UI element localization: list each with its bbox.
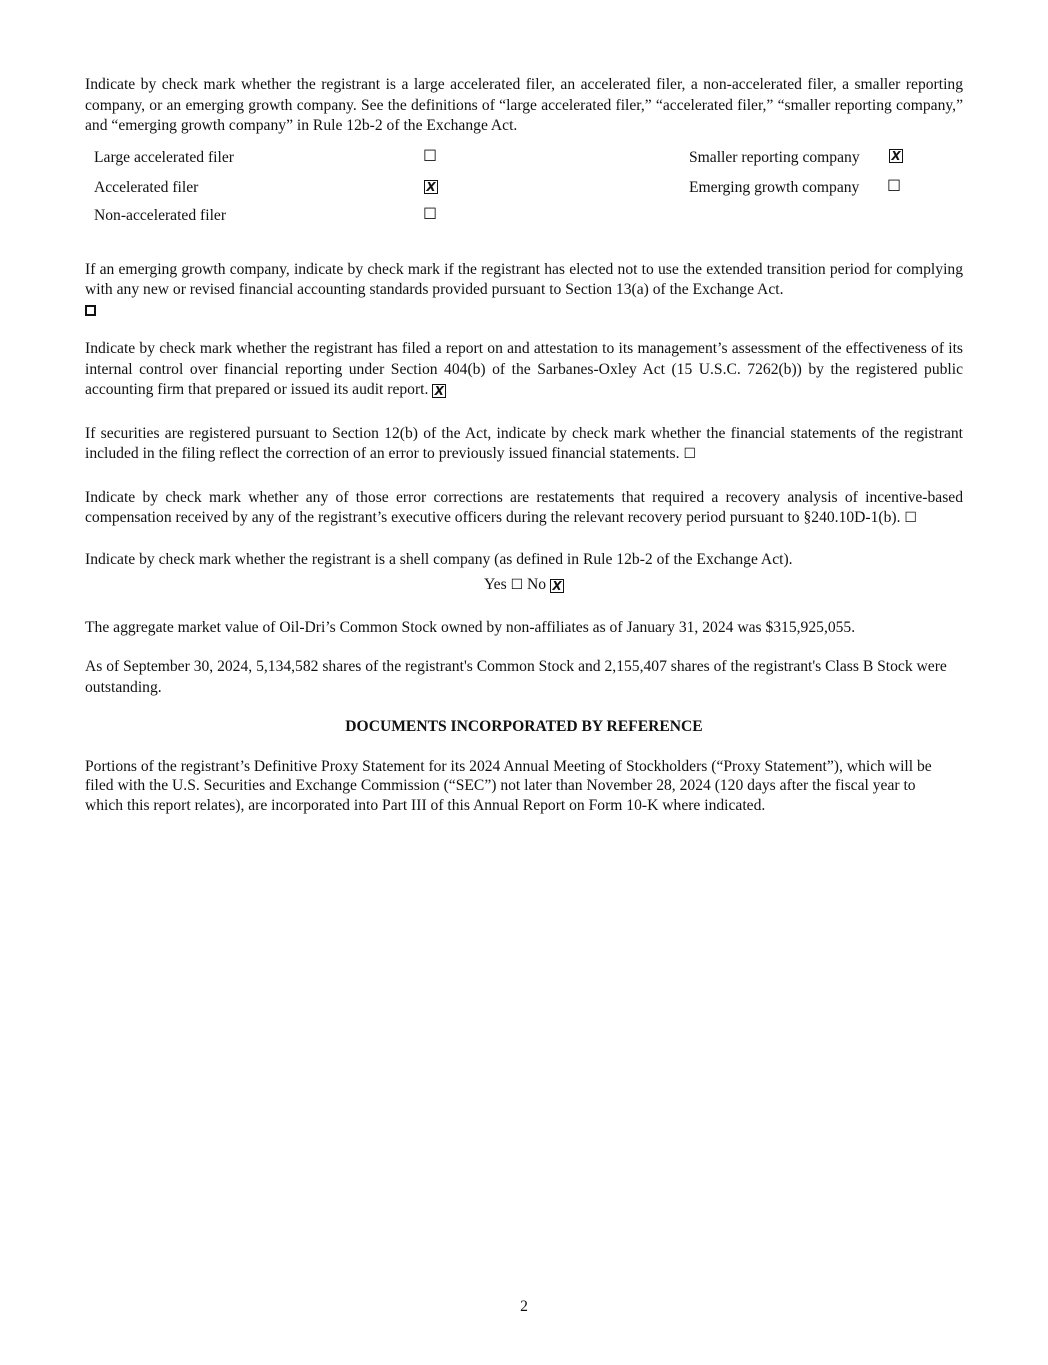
recovery-analysis-text: Indicate by check mark whether any of those error corrections are restatements that required a recovery analysis of incentive-based compensation received by any of the registrant’s executive officers during the relevant recovery period pursuant to §240.10D-1(b).: [85, 488, 963, 526]
emerging-growth-election: [85, 260, 963, 322]
shares-outstanding: As of September 30, 2024, 5,134,582 shares of the registrant's Common Stock and 2,155,407 shares of the registrant's Class B Stock were outstanding.: [85, 658, 947, 696]
section-12b-correction-checkbox[interactable]: ☐: [683, 446, 696, 462]
accelerated-filer-label: Accelerated filer: [94, 178, 199, 196]
aggregate-market-value: The aggregate market value of Oil-Dri’s Common Stock owned by non-affiliates as of January 31, 2024 was $315,925,055.: [85, 618, 856, 636]
large-accelerated-filer-label: Large accelerated filer: [94, 148, 234, 166]
shell-yes-checkbox[interactable]: ☐: [510, 577, 524, 593]
non-accelerated-filer-checkbox[interactable]: ☐: [423, 204, 437, 223]
non-accelerated-filer-label: Non-accelerated filer: [94, 206, 227, 224]
emerging-growth-company-checkbox[interactable]: ☐: [887, 176, 901, 195]
icfr-attestation-text: Indicate by check mark whether the registrant has filed a report on and attestation to its management’s assessment of the effectiveness of its internal control over financial reporting under Section 404(b) of the Sarbanes-Oxley Act (15 U.S.C. 7262(b)) by the registered public accounting firm that prepared or issued its audit report.: [85, 340, 963, 398]
recovery-analysis: [85, 488, 963, 529]
emerging-growth-election-text: If an emerging growth company, indicate by check mark if the registrant has elected not to use the extended transition period for complying with any new or revised financial accounting standards provided pursuant to Section 13(a) of the Exchange Act.: [85, 260, 963, 298]
section-12b-correction-text: If securities are registered pursuant to Section 12(b) of the Act, indicate by check mark whether the financial statements of the registrant included in the filing reflect the correction of an error to previously issued financial statements.: [85, 424, 963, 462]
accelerated-filer-checkbox[interactable]: X: [424, 176, 438, 197]
recovery-analysis-checkbox[interactable]: ☐: [904, 510, 917, 526]
document-page: [85, 75, 963, 815]
documents-heading: DOCUMENTS INCORPORATED BY REFERENCE: [345, 718, 703, 735]
shell-company-answer: [85, 575, 963, 596]
emerging-growth-company-label: Emerging growth company: [689, 178, 860, 196]
documents-incorporated: Portions of the registrant’s Definitive Proxy Statement for its 2024 Annual Meeting of Stockholders (“Proxy Statement”), which will be filed with the U.S. Securities and Exchange Commission (“SEC”) not later than November 28, 2024 (120 days after the fiscal year to which this report relates), are incorporated into Part III of this Annual Report on Form 10-K where indicated.: [85, 757, 932, 814]
icfr-attestation-checkbox[interactable]: X: [432, 384, 446, 398]
filer-status-table: [85, 148, 963, 240]
shell-yes-label: Yes: [483, 576, 507, 593]
shell-no-label: No: [527, 576, 547, 593]
shell-company-question: Indicate by check mark whether the registrant is a shell company (as defined in Rule 12b-2 of the Exchange Act).: [85, 550, 793, 568]
emerging-growth-election-checkbox[interactable]: [85, 305, 96, 316]
smaller-reporting-company-label: Smaller reporting company: [689, 148, 860, 166]
section-12b-correction: [85, 424, 963, 465]
page-number: 2: [520, 1298, 528, 1315]
filer-status-intro: Indicate by check mark whether the registrant is a large accelerated filer, an accelerated filer, a non-accelerated filer, a smaller reporting company, or an emerging growth company. See the definitions of “large accelerated filer,” “accelerated filer,” “smaller reporting company,” and “emerging growth company” in Rule 12b-2 of the Exchange Act.: [85, 76, 963, 134]
smaller-reporting-company-checkbox[interactable]: X: [889, 145, 903, 166]
icfr-attestation: [85, 339, 963, 401]
shell-no-checkbox[interactable]: X: [550, 579, 564, 593]
large-accelerated-filer-checkbox[interactable]: ☐: [423, 146, 437, 165]
